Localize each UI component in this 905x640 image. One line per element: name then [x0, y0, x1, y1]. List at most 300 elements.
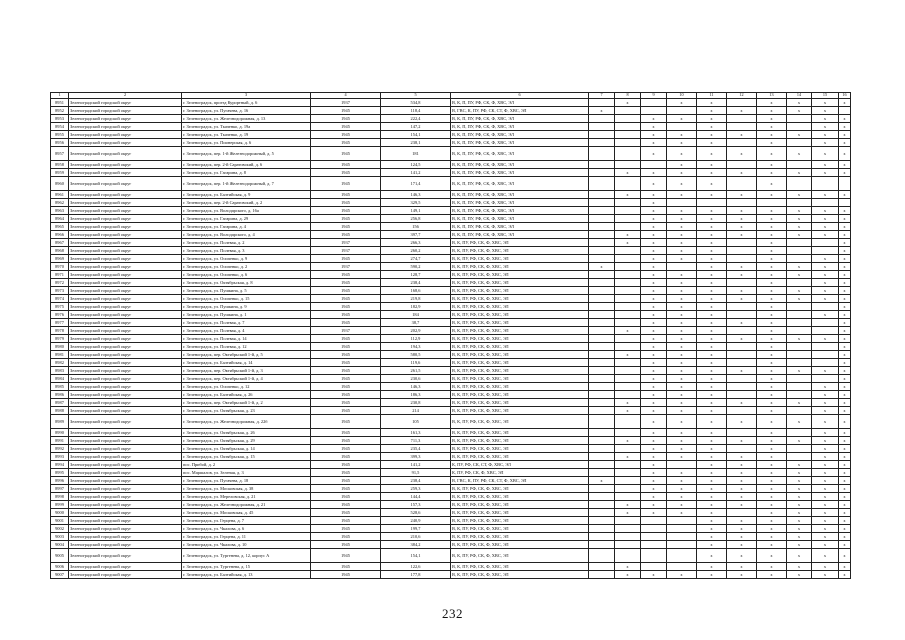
mark-cell: [727, 255, 757, 263]
mark-cell: [615, 115, 641, 123]
mark-cell: x: [727, 367, 757, 375]
row-number: 8952: [51, 107, 69, 115]
mark-cell: x: [839, 445, 851, 453]
table-row: [51, 311, 851, 319]
works-cell: В, К, П, ПУ, РФ, СК, Ф, ХВС, ЭЛ: [451, 131, 589, 139]
mark-cell: x: [727, 287, 757, 295]
mark-cell: [615, 311, 641, 319]
district-cell: Зеленоградский городской округ: [69, 279, 182, 287]
mark-cell: x: [839, 99, 851, 107]
mark-cell: x: [727, 295, 757, 303]
column-number: 1: [51, 93, 69, 99]
mark-cell: x: [727, 319, 757, 327]
mark-cell: [667, 549, 697, 563]
mark-cell: [787, 383, 812, 391]
mark-cell: [727, 199, 757, 207]
district-cell: Зеленоградский городской округ: [69, 453, 182, 461]
year-cell: 1945: [311, 493, 381, 501]
mark-cell: x: [787, 99, 812, 107]
mark-cell: x: [839, 533, 851, 541]
mark-cell: [727, 407, 757, 415]
mark-cell: x: [667, 383, 697, 391]
mark-cell: x: [757, 191, 787, 199]
mark-cell: x: [615, 239, 641, 247]
mark-cell: x: [839, 311, 851, 319]
year-cell: 1945: [311, 469, 381, 477]
mark-cell: x: [812, 509, 839, 517]
table-body: [51, 93, 851, 579]
row-number: 8962: [51, 199, 69, 207]
mark-cell: [727, 303, 757, 311]
mark-cell: [589, 231, 615, 239]
mark-cell: x: [697, 351, 727, 359]
mark-cell: x: [727, 571, 757, 579]
mark-cell: x: [787, 469, 812, 477]
mark-cell: x: [641, 399, 667, 407]
row-number: 8993: [51, 453, 69, 461]
works-cell: В, К, ПУ, РФ, СК, Ф, ХВС, ЭЛ: [451, 563, 589, 571]
table-row: [51, 383, 851, 391]
mark-cell: x: [812, 445, 839, 453]
mark-cell: x: [757, 367, 787, 375]
mark-cell: [667, 107, 697, 115]
mark-cell: x: [697, 375, 727, 383]
mark-cell: x: [757, 169, 787, 177]
district-cell: Зеленоградский городской округ: [69, 549, 182, 563]
works-cell: В, ГВС, К, ПУ, РФ, СК, СТ, Ф, ХВС, ЭЛ: [451, 477, 589, 485]
mark-cell: [667, 123, 697, 131]
year-cell: 1945: [311, 367, 381, 375]
mark-cell: [589, 199, 615, 207]
row-number: 8994: [51, 461, 69, 469]
mark-cell: [615, 461, 641, 469]
mark-cell: x: [727, 517, 757, 525]
mark-cell: x: [757, 407, 787, 415]
mark-cell: x: [757, 383, 787, 391]
mark-cell: [787, 139, 812, 147]
mark-cell: x: [812, 335, 839, 343]
area-cell: 210,6: [381, 533, 451, 541]
address-cell: г. Зеленоградск, ул. Полевая, д. 14: [182, 335, 311, 343]
table-row: [51, 303, 851, 311]
mark-cell: x: [641, 429, 667, 437]
mark-cell: x: [697, 541, 727, 549]
table-row: [51, 279, 851, 287]
mark-cell: [641, 541, 667, 549]
works-cell: В, К, ПУ, РФ, СК, Ф, ХВС, ЭЛ: [451, 399, 589, 407]
mark-cell: x: [641, 391, 667, 399]
works-cell: В, К, ПУ, РФ, СК, Ф, ХВС, ЭЛ: [451, 501, 589, 509]
mark-cell: [615, 247, 641, 255]
mark-cell: x: [697, 437, 727, 445]
mark-cell: x: [839, 295, 851, 303]
mark-cell: x: [641, 199, 667, 207]
mark-cell: x: [641, 139, 667, 147]
mark-cell: x: [787, 549, 812, 563]
mark-cell: x: [641, 367, 667, 375]
year-cell: 1945: [311, 461, 381, 469]
works-cell: В, К, П, ПУ, РФ, СК, Ф, ХВС, ЭЛ: [451, 139, 589, 147]
address-cell: г. Зеленоградск, ул. Гагарина, д. 8: [182, 169, 311, 177]
table-row: [51, 477, 851, 485]
year-cell: 1945: [311, 287, 381, 295]
mark-cell: x: [667, 437, 697, 445]
mark-cell: x: [757, 99, 787, 107]
mark-cell: [589, 311, 615, 319]
area-cell: 105: [381, 415, 451, 429]
address-cell: г. Зеленоградск, ул. Железнодорожная, д. 21: [182, 501, 311, 509]
mark-cell: x: [697, 493, 727, 501]
mark-cell: x: [641, 311, 667, 319]
works-cell: В, К, П, ПУ, РФ, СК, Ф, ХВС, ЭЛ: [451, 215, 589, 223]
mark-cell: x: [787, 207, 812, 215]
works-cell: В, К, ПУ, РФ, СК, Ф, ХВС, ЭЛ: [451, 351, 589, 359]
address-cell: г. Зеленоградск, ул. Пушкина, д. 5: [182, 287, 311, 295]
mark-cell: x: [839, 517, 851, 525]
mark-cell: x: [757, 343, 787, 351]
address-cell: г. Зеленоградск, ул. Пугачева, д. 18: [182, 477, 311, 485]
mark-cell: x: [667, 375, 697, 383]
table-row: [51, 485, 851, 493]
mark-cell: x: [787, 107, 812, 115]
address-cell: г. Зеленоградск, ул. Ткаченко, д. 19: [182, 131, 311, 139]
year-cell: 1937: [311, 99, 381, 107]
mark-cell: x: [812, 311, 839, 319]
mark-cell: [812, 247, 839, 255]
works-cell: В, К, П, ПУ, РФ, СК, Ф, ХВС, ЭЛ: [451, 99, 589, 107]
area-cell: 177,8: [381, 571, 451, 579]
mark-cell: x: [812, 571, 839, 579]
year-cell: 1945: [311, 375, 381, 383]
mark-cell: x: [667, 319, 697, 327]
mark-cell: x: [757, 255, 787, 263]
mark-cell: x: [757, 469, 787, 477]
works-cell: В, К, ПУ, РФ, СК, Ф, ХВС, ЭЛ: [451, 343, 589, 351]
year-cell: 1945: [311, 415, 381, 429]
mark-cell: x: [727, 461, 757, 469]
mark-cell: x: [641, 343, 667, 351]
mark-cell: x: [641, 177, 667, 191]
works-cell: В, К, ПУ, РФ, СК, Ф, ХВС, ЭЛ: [451, 509, 589, 517]
mark-cell: x: [697, 131, 727, 139]
mark-cell: x: [667, 571, 697, 579]
area-cell: 182,9: [381, 303, 451, 311]
works-cell: В, К, П, ПУ, РФ, СК, Ф, ХВС, ЭЛ: [451, 147, 589, 161]
area-cell: 146,3: [381, 383, 451, 391]
column-number: 4: [311, 93, 381, 99]
mark-cell: x: [757, 517, 787, 525]
area-cell: 399,3: [381, 453, 451, 461]
mark-cell: x: [615, 327, 641, 335]
address-cell: г. Зеленоградск, ул. Железнодорожная, д. 22б: [182, 415, 311, 429]
mark-cell: x: [757, 437, 787, 445]
works-cell: В, К, ПУ, РФ, СК, Ф, ХВС, ЭЛ: [451, 445, 589, 453]
mark-cell: x: [839, 399, 851, 407]
mark-cell: x: [812, 391, 839, 399]
mark-cell: x: [727, 469, 757, 477]
works-cell: В, К, ПУ, РФ, СК, Ф, ХВС, ЭЛ: [451, 263, 589, 271]
row-number: 9000: [51, 509, 69, 517]
mark-cell: x: [667, 477, 697, 485]
row-number: 8974: [51, 295, 69, 303]
mark-cell: x: [589, 263, 615, 271]
mark-cell: x: [812, 383, 839, 391]
mark-cell: [667, 199, 697, 207]
mark-cell: [787, 123, 812, 131]
district-cell: Зеленоградский городской округ: [69, 469, 182, 477]
mark-cell: x: [787, 399, 812, 407]
mark-cell: x: [839, 351, 851, 359]
mark-cell: [641, 563, 667, 571]
row-number: 9002: [51, 525, 69, 533]
area-cell: 141,2: [381, 461, 451, 469]
area-cell: 184: [381, 311, 451, 319]
mark-cell: x: [615, 571, 641, 579]
district-cell: Зеленоградский городской округ: [69, 311, 182, 319]
mark-cell: x: [697, 123, 727, 131]
mark-cell: [615, 335, 641, 343]
mark-cell: x: [697, 485, 727, 493]
works-cell: В, К, П, ПУ, РФ, СК, Ф, ХВС, ЭЛ: [451, 223, 589, 231]
district-cell: Зеленоградский городской округ: [69, 415, 182, 429]
area-cell: 118,4: [381, 107, 451, 115]
mark-cell: x: [757, 541, 787, 549]
table-row: [51, 99, 851, 107]
mark-cell: x: [757, 215, 787, 223]
row-number: 8999: [51, 501, 69, 509]
table-row: [51, 131, 851, 139]
mark-cell: [589, 255, 615, 263]
mark-cell: [787, 445, 812, 453]
mark-cell: x: [839, 407, 851, 415]
year-cell: 1945: [311, 399, 381, 407]
mark-cell: [589, 571, 615, 579]
works-cell: В, К, ПУ, РФ, СК, Ф, ХВС, ЭЛ: [451, 319, 589, 327]
mark-cell: x: [667, 215, 697, 223]
mark-cell: x: [839, 115, 851, 123]
column-number: 5: [381, 93, 451, 99]
address-cell: пос. Прибой, д. 2: [182, 461, 311, 469]
table-row: [51, 359, 851, 367]
mark-cell: x: [787, 215, 812, 223]
mark-cell: [697, 199, 727, 207]
mark-cell: x: [839, 437, 851, 445]
address-cell: г. Зеленоградск, ул. Тургенева, д. 12, корпус А: [182, 549, 311, 563]
district-cell: Зеленоградский городской округ: [69, 383, 182, 391]
mark-cell: x: [812, 429, 839, 437]
mark-cell: [589, 279, 615, 287]
mark-cell: x: [787, 415, 812, 429]
mark-cell: x: [787, 477, 812, 485]
mark-cell: [589, 99, 615, 107]
works-cell: В, К, ПУ, РФ, СК, Ф, ХВС, ЭЛ: [451, 311, 589, 319]
mark-cell: [615, 131, 641, 139]
mark-cell: [812, 343, 839, 351]
mark-cell: [727, 99, 757, 107]
district-cell: Зеленоградский городской округ: [69, 445, 182, 453]
mark-cell: x: [812, 271, 839, 279]
mark-cell: x: [787, 437, 812, 445]
column-number: 7: [589, 93, 615, 99]
mark-cell: [787, 255, 812, 263]
mark-cell: [589, 453, 615, 461]
mark-cell: [727, 139, 757, 147]
mark-cell: [727, 239, 757, 247]
mark-cell: x: [667, 223, 697, 231]
works-cell: В, К, ПУ, РФ, СК, Ф, ХВС, ЭЛ: [451, 391, 589, 399]
mark-cell: x: [787, 367, 812, 375]
area-cell: 156: [381, 223, 451, 231]
mark-cell: x: [812, 191, 839, 199]
mark-cell: x: [839, 485, 851, 493]
address-cell: г. Зеленоградск, ул. Железнодорожная, д. 13: [182, 115, 311, 123]
mark-cell: [615, 319, 641, 327]
area-cell: 171,4: [381, 177, 451, 191]
mark-cell: x: [812, 161, 839, 169]
mark-cell: x: [667, 131, 697, 139]
mark-cell: x: [787, 223, 812, 231]
mark-cell: x: [812, 525, 839, 533]
table-row: [51, 461, 851, 469]
works-cell: В, К, ПУ, РФ, СК, Ф, ХВС, ЭЛ: [451, 335, 589, 343]
address-cell: г. Зеленоградск, ул. Балтийская, д. 26: [182, 391, 311, 399]
mark-cell: x: [812, 147, 839, 161]
mark-cell: x: [839, 263, 851, 271]
mark-cell: x: [615, 351, 641, 359]
mark-cell: [615, 445, 641, 453]
row-number: 8997: [51, 485, 69, 493]
table-row: [51, 429, 851, 437]
mark-cell: x: [667, 453, 697, 461]
mark-cell: x: [727, 169, 757, 177]
mark-cell: x: [641, 453, 667, 461]
mark-cell: [615, 263, 641, 271]
table-row: [51, 139, 851, 147]
mark-cell: x: [697, 517, 727, 525]
mark-cell: x: [727, 549, 757, 563]
address-cell: г. Зеленоградск, ул. Балтийская, д. 9: [182, 191, 311, 199]
year-cell: 1945: [311, 177, 381, 191]
mark-cell: x: [787, 563, 812, 571]
row-number: 8990: [51, 429, 69, 437]
mark-cell: x: [667, 509, 697, 517]
row-number: 8956: [51, 139, 69, 147]
district-cell: Зеленоградский городской округ: [69, 359, 182, 367]
mark-cell: x: [757, 223, 787, 231]
mark-cell: [787, 429, 812, 437]
table-row: [51, 107, 851, 115]
area-cell: 240,9: [381, 517, 451, 525]
mark-cell: x: [812, 477, 839, 485]
district-cell: Зеленоградский городской округ: [69, 239, 182, 247]
mark-cell: x: [839, 343, 851, 351]
mark-cell: x: [757, 107, 787, 115]
mark-cell: [787, 407, 812, 415]
table-row: [51, 319, 851, 327]
mark-cell: x: [697, 461, 727, 469]
mark-cell: x: [697, 563, 727, 571]
works-cell: В, К, ПУ, РФ, СК, Ф, ХВС, ЭЛ: [451, 367, 589, 375]
mark-cell: [589, 177, 615, 191]
address-cell: г. Зеленоградск, ул. Осипенко, д. 9: [182, 255, 311, 263]
mark-cell: [615, 429, 641, 437]
mark-cell: [812, 303, 839, 311]
district-cell: Зеленоградский городской округ: [69, 161, 182, 169]
mark-cell: [589, 437, 615, 445]
year-cell: 1945: [311, 429, 381, 437]
mark-cell: x: [839, 549, 851, 563]
works-cell: В, К, ПУ, РФ, СК, Ф, ХВС, ЭЛ: [451, 415, 589, 429]
mark-cell: x: [757, 359, 787, 367]
address-cell: г. Зеленоградск, ул. Октябрьская, д. 26: [182, 429, 311, 437]
mark-cell: x: [727, 415, 757, 429]
works-cell: В, К, ПУ, РФ, СК, Ф, ХВС, ЭЛ: [451, 437, 589, 445]
mark-cell: x: [727, 231, 757, 239]
mark-cell: x: [787, 571, 812, 579]
district-cell: Зеленоградский городской округ: [69, 287, 182, 295]
district-cell: Зеленоградский городской округ: [69, 509, 182, 517]
mark-cell: [615, 107, 641, 115]
row-number: 9006: [51, 563, 69, 571]
mark-cell: x: [812, 407, 839, 415]
mark-cell: [589, 517, 615, 525]
mark-cell: x: [727, 147, 757, 161]
row-number: 9005: [51, 549, 69, 563]
mark-cell: x: [697, 139, 727, 147]
mark-cell: x: [727, 533, 757, 541]
row-number: 8991: [51, 437, 69, 445]
mark-cell: x: [697, 571, 727, 579]
mark-cell: x: [641, 287, 667, 295]
mark-cell: x: [697, 231, 727, 239]
area-cell: 154,1: [381, 549, 451, 563]
mark-cell: x: [727, 477, 757, 485]
mark-cell: x: [667, 169, 697, 177]
mark-cell: x: [839, 271, 851, 279]
works-cell: В, К, ПУ, РФ, СК, Ф, ХВС, ЭЛ: [451, 571, 589, 579]
mark-cell: x: [757, 303, 787, 311]
district-cell: Зеленоградский городской округ: [69, 131, 182, 139]
district-cell: Зеленоградский городской округ: [69, 517, 182, 525]
mark-cell: x: [839, 359, 851, 367]
mark-cell: x: [812, 115, 839, 123]
mark-cell: [589, 303, 615, 311]
district-cell: Зеленоградский городской округ: [69, 231, 182, 239]
row-number: 8971: [51, 271, 69, 279]
mark-cell: x: [667, 501, 697, 509]
mark-cell: [727, 247, 757, 255]
table-row: [51, 563, 851, 571]
mark-cell: [667, 517, 697, 525]
address-cell: г. Зеленоградск, ул. Осипенко, д. 6: [182, 271, 311, 279]
year-cell: 1945: [311, 107, 381, 115]
row-number: 8980: [51, 343, 69, 351]
column-number: 15: [812, 93, 839, 99]
address-cell: г. Зеленоградск, ул. Володарского, д. 4: [182, 231, 311, 239]
row-number: 8963: [51, 207, 69, 215]
area-cell: 128,7: [381, 271, 451, 279]
mark-cell: x: [727, 501, 757, 509]
area-cell: 181: [381, 147, 451, 161]
table-row: [51, 295, 851, 303]
address-cell: г. Зеленоградск, ул. Октябрьская, д. 29: [182, 437, 311, 445]
mark-cell: x: [757, 239, 787, 247]
mark-cell: x: [757, 263, 787, 271]
mark-cell: x: [839, 493, 851, 501]
address-cell: г. Зеленоградск, ул. Балтийская, д. 13: [182, 571, 311, 579]
mark-cell: x: [667, 407, 697, 415]
mark-cell: [589, 383, 615, 391]
